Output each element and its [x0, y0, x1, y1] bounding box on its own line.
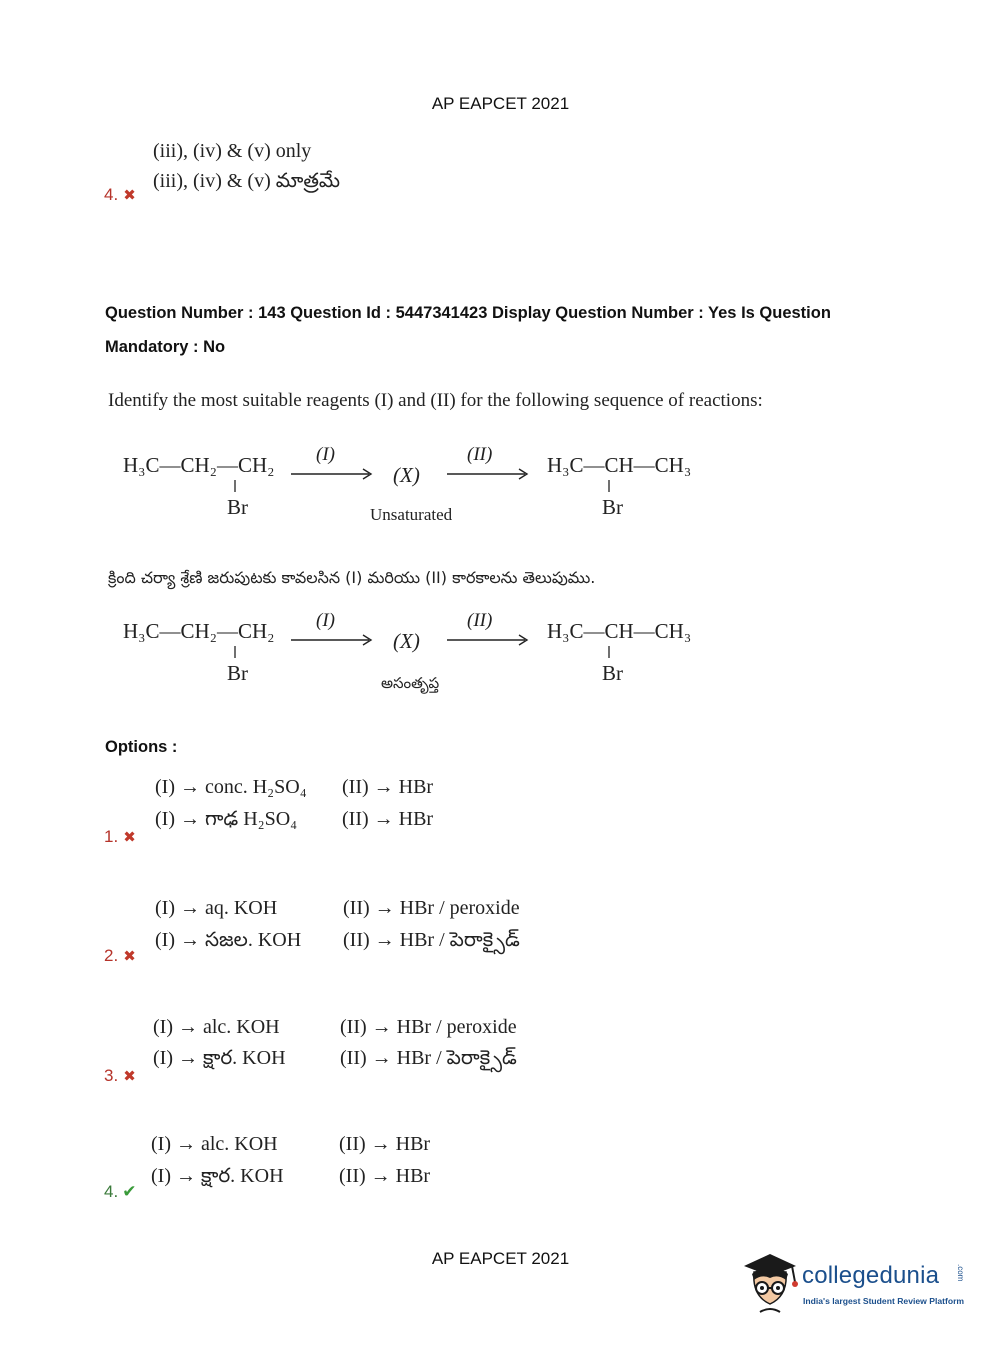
logo-tagline: India's largest Student Review Platform [803, 1296, 965, 1306]
option-4-en-a: (I) → alc. KOH [151, 1133, 278, 1155]
question-meta [105, 296, 925, 364]
option-1-marker [104, 827, 136, 847]
wrong-mark-icon: ✖ [123, 187, 136, 204]
correct-mark-icon: ✔ [122, 1182, 137, 1201]
reagent-2-label: (II) [467, 444, 493, 465]
logo-name: collegedunia [802, 1262, 940, 1289]
option-1-en-b: (II) → HBr [342, 776, 434, 798]
option-2-number: 2. [104, 946, 119, 965]
option-2-en-a: (I) → aq. KOH [155, 897, 278, 919]
option-4-te-a: (I) → క్షార. KOH [151, 1165, 284, 1187]
option-1-number: 1. [104, 827, 119, 846]
option-3-marker [104, 1066, 136, 1086]
reagent-1-label: (I) [316, 444, 335, 465]
reactant-substituent: Br [227, 661, 248, 685]
option-3-number: 3. [104, 1066, 119, 1085]
intermediate-label: (X) [393, 629, 420, 653]
intermediate-note-te: అసంతృప్త [381, 674, 440, 692]
option-2-en-b: (II) → HBr / peroxide [343, 897, 520, 919]
intermediate-note-en: Unsaturated [370, 505, 453, 524]
reactant-substituent: Br [227, 495, 248, 519]
reactant-formula: H₃C—CH₂—CH₂ [123, 453, 275, 477]
option-2-marker [104, 946, 136, 966]
mascot-icon [740, 1248, 802, 1314]
reaction-scheme-en [115, 438, 715, 528]
option-3-te-b: (II) → HBr / పెరాక్సైడ్ [340, 1047, 517, 1069]
reagent-2-label: (II) [467, 610, 493, 631]
reaction-scheme-te [115, 604, 715, 699]
options-label: Options : [105, 738, 178, 756]
footer-title: AP EAPCET 2021 [431, 1249, 570, 1268]
option-4-number: 4. [104, 1182, 119, 1201]
question-meta-line1: Question Number : 143 Question Id : 5447341423 Display Question Number : Yes Is Question [105, 304, 831, 322]
reactant-formula: H₃C—CH₂—CH₂ [123, 619, 275, 643]
wrong-mark-icon: ✖ [123, 948, 136, 965]
option-2-te-b: (II) → HBr / పెరాక్సైడ్ [343, 929, 520, 951]
prev-option-line-te: (iii), (iv) & (v) మాత్రమే [153, 170, 341, 192]
wrong-mark-icon: ✖ [123, 829, 136, 846]
option-1-te-b: (II) → HBr [342, 808, 434, 830]
question-meta-line2: Mandatory : No [105, 338, 226, 356]
product-formula: H₃C—CH—CH₃ [547, 619, 692, 643]
option-3-te-a: (I) → క్షార. KOH [153, 1047, 286, 1069]
option-3-en-a: (I) → alc. KOH [153, 1016, 280, 1038]
option-3-en-b: (II) → HBr / peroxide [340, 1016, 517, 1038]
question-stem-te: క్రింది చర్యా శ్రేణి జరుపుటకు కావలసిన (I) మరియు (II) కారకాలను తెలుపుము. [108, 568, 596, 587]
prev-option-number: 4. [104, 185, 119, 204]
option-2-te-a: (I) → సజల. KOH [155, 929, 302, 951]
option-4-te-b: (II) → HBr [339, 1165, 431, 1187]
option-4-marker [104, 1182, 136, 1202]
product-substituent: Br [602, 661, 623, 685]
prev-option-line-en: (iii), (iv) & (v) only [153, 140, 312, 162]
wrong-mark-icon: ✖ [123, 1068, 136, 1085]
question-stem-en: Identify the most suitable reagents (I) and (II) for the following sequence of reactions: [108, 390, 763, 411]
prev-option-marker [104, 185, 136, 205]
logo-dotcom: .com [956, 1264, 965, 1282]
collegedunia-logo[interactable] [740, 1248, 970, 1316]
option-1-en-a: (I) → conc. H₂SO₄ [155, 776, 307, 798]
header-title: AP EAPCET 2021 [431, 94, 570, 113]
reagent-1-label: (I) [316, 610, 335, 631]
option-4-en-b: (II) → HBr [339, 1133, 431, 1155]
option-1-te-a: (I) → గాఢ H₂SO₄ [155, 808, 298, 830]
product-formula: H₃C—CH—CH₃ [547, 453, 692, 477]
product-substituent: Br [602, 495, 623, 519]
intermediate-label: (X) [393, 463, 420, 487]
